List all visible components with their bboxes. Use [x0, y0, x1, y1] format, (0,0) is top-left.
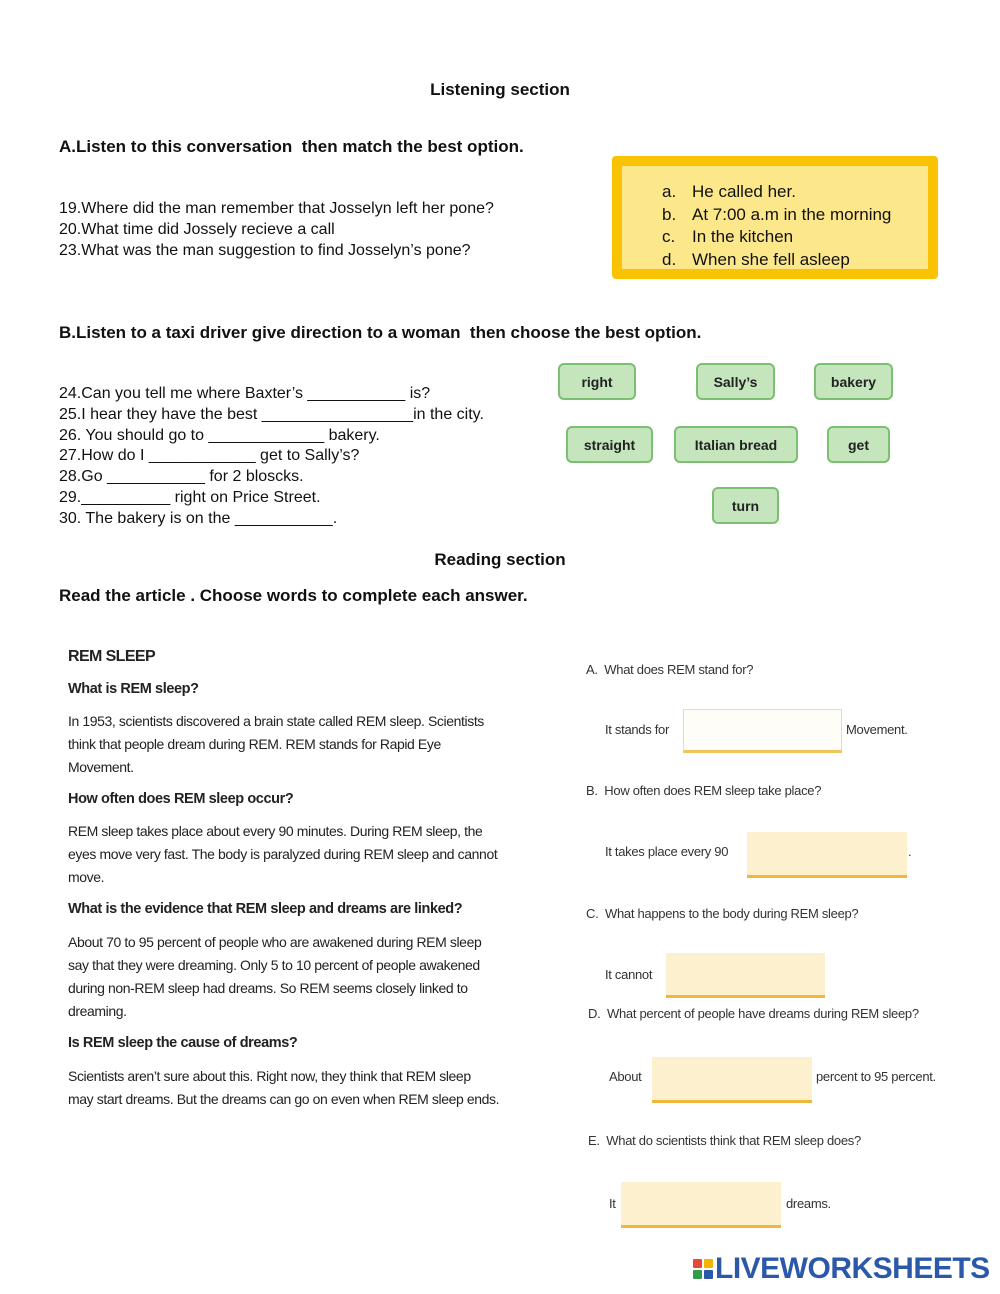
option-b [662, 204, 928, 227]
options-list [622, 166, 928, 269]
article-line: move. [68, 869, 105, 885]
answer-b-prefix: It takes place every 90 [605, 844, 729, 859]
reading-question-b: B. How often does REM sleep take place? [586, 783, 822, 798]
question-25: 25.I hear they have the best _________________in the city. [59, 405, 484, 423]
reading-question-d: D. What percent of people have dreams during REM sleep? [588, 1006, 919, 1021]
option-text: He called her. [692, 182, 796, 201]
answer-c-input[interactable] [666, 953, 825, 995]
logo-text: LIVEWORKSHEETS [715, 1252, 990, 1285]
answer-a-field[interactable] [683, 709, 842, 753]
part-b-questions [59, 384, 484, 530]
part-b-instruction: B.Listen to a taxi driver give direction to a woman then choose the best option. [59, 323, 702, 342]
article-line: may start dreams. But the dreams can go on even when REM sleep ends. [68, 1091, 500, 1107]
option-letter: d. [662, 249, 677, 269]
word-chip-turn[interactable]: turn [712, 487, 779, 524]
question-28: 28.Go ___________ for 2 bloscks. [59, 468, 304, 486]
article-title: REM SLEEP [68, 648, 156, 665]
article-line: Scientists aren’t sure about this. Right now, they think that REM sleep [68, 1068, 471, 1084]
answer-b-input[interactable] [747, 832, 907, 875]
answer-a-input[interactable] [684, 710, 841, 750]
option-letter: c. [662, 227, 676, 246]
answer-e-field[interactable] [621, 1182, 781, 1228]
question-29: 29.__________ right on Price Street. [59, 488, 321, 506]
reading-instruction: Read the article . Choose words to complete each answer. [59, 586, 528, 605]
option-a [662, 181, 928, 204]
word-chip-bakery[interactable]: bakery [814, 363, 893, 400]
question-20: 20.What time did Jossely recieve a call [59, 220, 335, 238]
article-line: Movement. [68, 759, 134, 775]
logo-square-green [693, 1270, 702, 1279]
answer-d-field[interactable] [652, 1057, 812, 1103]
word-chip-get[interactable]: get [827, 426, 890, 463]
answer-e-prefix: It [609, 1196, 616, 1211]
answer-a-suffix: Movement. [846, 722, 908, 737]
answer-d-prefix: About [609, 1069, 642, 1084]
reading-question-c: C. What happens to the body during REM sleep? [586, 906, 859, 921]
answer-c-prefix: It cannot [605, 967, 653, 982]
answer-d-suffix: percent to 95 percent. [816, 1069, 936, 1084]
article-paragraph [68, 710, 543, 779]
listening-section-title: Listening section [430, 80, 570, 99]
article-line: during non-REM sleep had dreams. So REM seems closely linked to [68, 980, 468, 996]
question-19: 19.Where did the man remember that Josselyn left her pone? [59, 200, 494, 217]
article-paragraph [68, 820, 543, 889]
logo-square-yellow [704, 1259, 713, 1268]
article-line: In 1953, scientists discovered a brain state called REM sleep. Scientists [68, 713, 484, 729]
article-line: eyes move very fast. The body is paralyzed during REM sleep and cannot [68, 846, 498, 862]
question-30: 30. The bakery is on the ___________. [59, 509, 338, 527]
option-text: At 7:00 a.m in the morning [692, 204, 892, 224]
article-line: say that they were dreaming. Only 5 to 10 percent of people awakened [68, 957, 480, 973]
answer-e-input[interactable] [621, 1182, 781, 1225]
question-23: 23.What was the man suggestion to find Josselyn’s pone? [59, 241, 471, 259]
answer-b-suffix: . [908, 844, 912, 859]
option-c [662, 226, 928, 249]
option-letter: b. [662, 204, 677, 224]
liveworksheets-logo [693, 1254, 990, 1284]
article-paragraph [68, 1065, 543, 1111]
article-line: think that people dream during REM. REM stands for Rapid Eye [68, 736, 441, 752]
question-26: 26. You should go to _____________ bakery. [59, 426, 380, 444]
options-box [612, 156, 938, 279]
option-d [662, 249, 928, 272]
part-a-instruction: A.Listen to this conversation then match the best option. [59, 137, 524, 156]
article-heading: What is REM sleep? [68, 681, 199, 697]
option-text: When she fell asleep [692, 249, 850, 269]
word-chip-straight[interactable]: straight [566, 426, 653, 463]
reading-question-e: E. What do scientists think that REM sleep does? [588, 1133, 861, 1148]
logo-mark-icon [693, 1259, 713, 1279]
answer-e-suffix: dreams. [786, 1196, 831, 1211]
part-a-questions [59, 199, 494, 261]
reading-section-title: Reading section [434, 550, 566, 569]
question-24: 24.Can you tell me where Baxter’s ___________ is? [59, 385, 431, 402]
article-heading: Is REM sleep the cause of dreams? [68, 1035, 298, 1051]
article-paragraph [68, 931, 543, 1023]
word-chip-sallys[interactable]: Sally’s [696, 363, 775, 400]
answer-b-field[interactable] [747, 832, 907, 878]
word-chip-italian-bread[interactable]: Italian bread [674, 426, 798, 463]
question-27: 27.How do I ____________ get to Sally’s? [59, 447, 360, 465]
answer-c-field[interactable] [666, 953, 825, 998]
answer-d-input[interactable] [652, 1057, 812, 1100]
article-line: REM sleep takes place about every 90 minutes. During REM sleep, the [68, 823, 483, 839]
article-heading: What is the evidence that REM sleep and dreams are linked? [68, 901, 463, 917]
option-letter: a. [662, 182, 677, 201]
article-heading: How often does REM sleep occur? [68, 791, 294, 807]
reading-question-a: A. What does REM stand for? [586, 662, 754, 677]
article-line: dreaming. [68, 1003, 127, 1019]
logo-square-blue [704, 1270, 713, 1279]
option-text: In the kitchen [692, 227, 794, 246]
article-line: About 70 to 95 percent of people who are awakened during REM sleep [68, 934, 482, 950]
word-chip-right[interactable]: right [558, 363, 636, 400]
answer-a-prefix: It stands for [605, 722, 670, 737]
article [68, 648, 155, 666]
logo-square-red [693, 1259, 702, 1268]
